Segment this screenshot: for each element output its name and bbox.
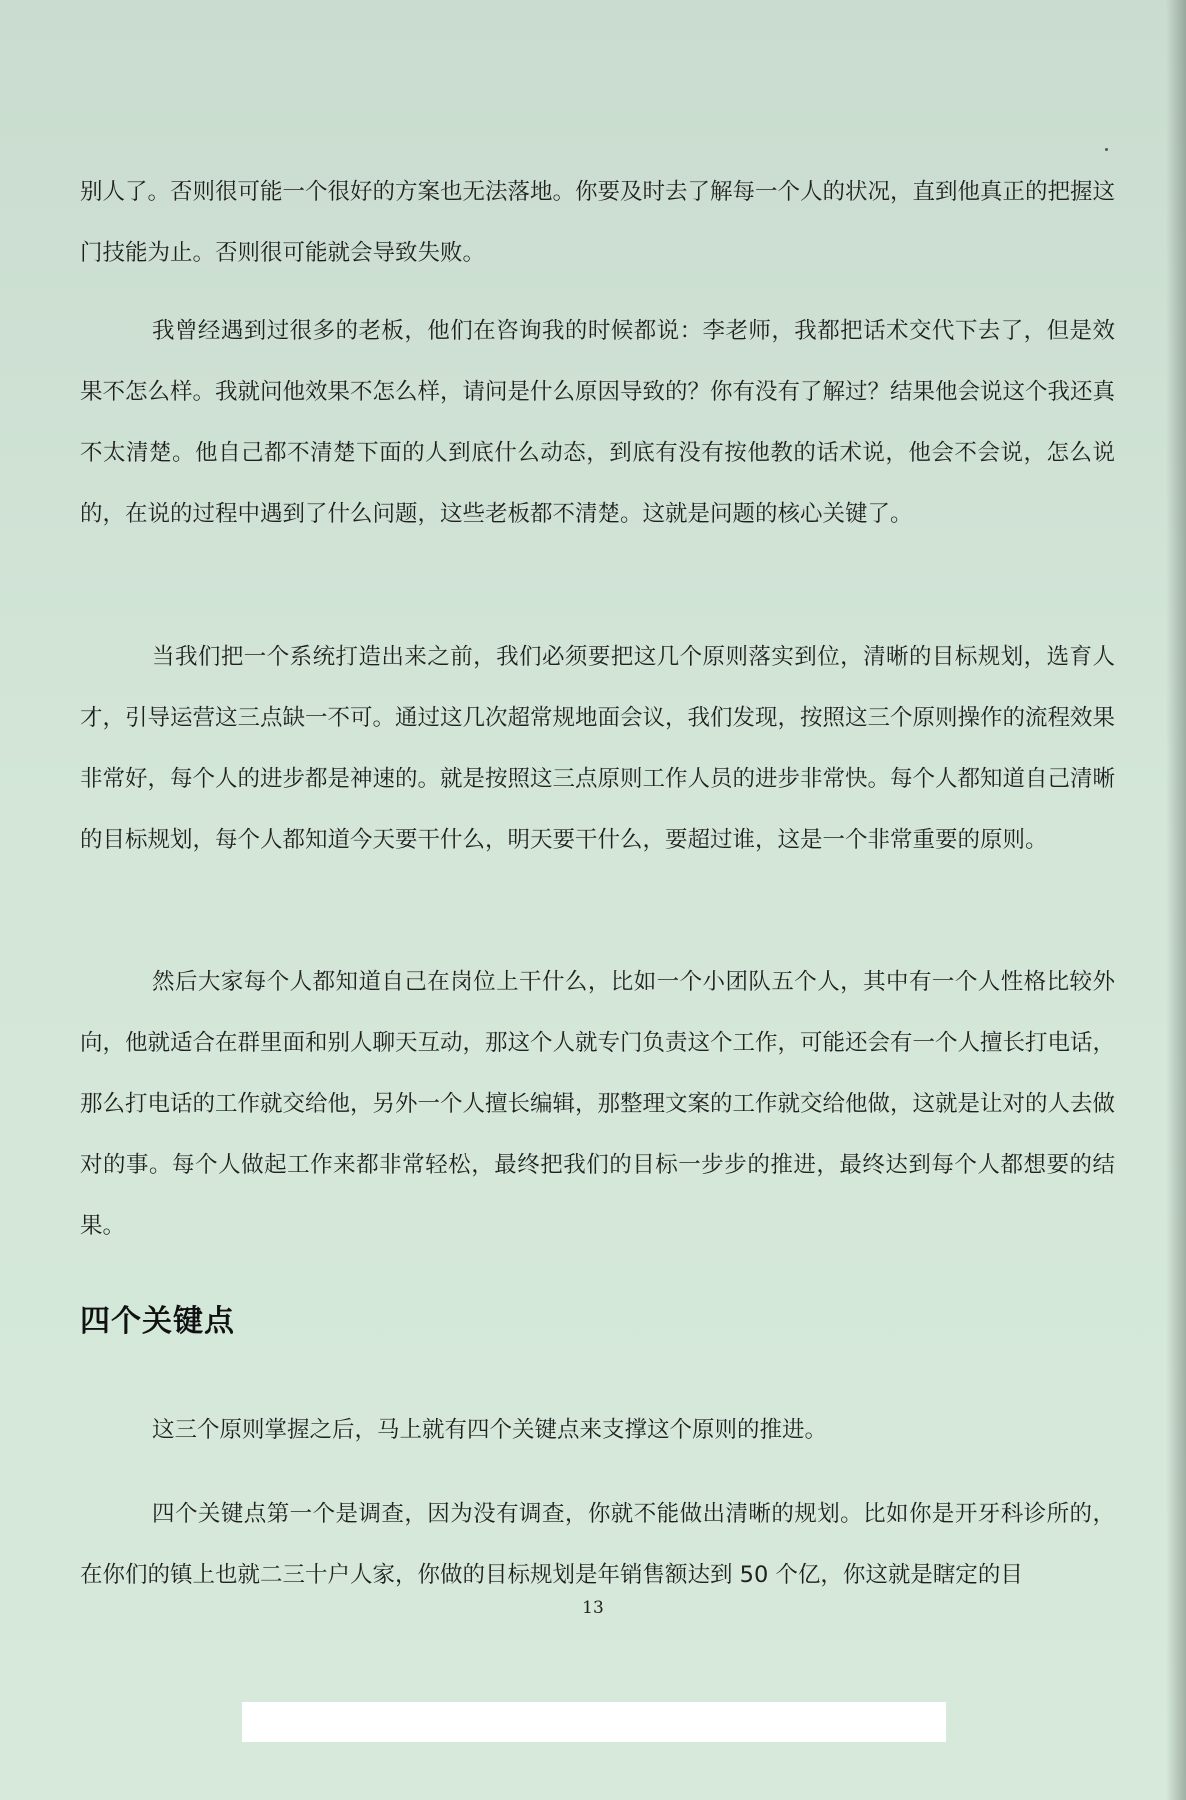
paragraph-4: 然后大家每个人都知道自己在岗位上干什么，比如一个小团队五个人，其中有一个人性格比较外向，他就适合在群里面和别人聊天互动，那这个人就专门负责这个工作，可能还会有一个人擅长打电话，那么打电话的工作就交给他，另外一个人擅长编辑，那整理文案的工作就交给他做，这就是让对的人去做对的事。每个人做起工作来都非常轻松，最终把我们的目标一步步的推进，最终达到每个人都想要的结果。	[80, 969, 1116, 1239]
paper-speck	[1105, 148, 1108, 151]
redaction-bar	[242, 1702, 946, 1742]
page-number: 13	[582, 1598, 604, 1618]
paragraph-2: 我曾经遇到过很多的老板，他们在咨询我的时候都说：李老师，我都把话术交代下去了，但是效果不怎么样。我就问他效果不怎么样，请问是什么原因导致的？你有没有了解过？结果他会说这个我还真不太清楚。他自己都不清楚下面的人到底什么动态，到底有没有按他教的话术说，他会不会说，怎么说的，在说的过程中遇到了什么问题，这些老板都不清楚。这就是问题的核心关键了。	[80, 318, 1116, 527]
paragraph-5: 这三个原则掌握之后，马上就有四个关键点来支撑这个原则的推进。	[152, 1417, 828, 1443]
section-heading: 四个关键点	[80, 1304, 235, 1339]
paragraph-6: 四个关键点第一个是调查，因为没有调查，你就不能做出清晰的规划。比如你是开牙科诊所的，在你们的镇上也就二三十户人家，你做的目标规划是年销售额达到 50 个亿，你这就是瞎定的目	[80, 1501, 1115, 1588]
paragraph-1: 别人了。否则很可能一个很好的方案也无法落地。你要及时去了解每一个人的状况，直到他真正的把握这门技能为止。否则很可能就会导致失败。	[80, 179, 1116, 266]
paragraph-3: 当我们把一个系统打造出来之前，我们必须要把这几个原则落实到位，清晰的目标规划，选育人才，引导运营这三点缺一不可。通过这几次超常规地面会议，我们发现，按照这三个原则操作的流程效果非常好，每个人的进步都是神速的。就是按照这三点原则工作人员的进步非常快。每个人都知道自己清晰的目标规划，每个人都知道今天要干什么，明天要干什么，要超过谁，这是一个非常重要的原则。	[80, 644, 1116, 853]
